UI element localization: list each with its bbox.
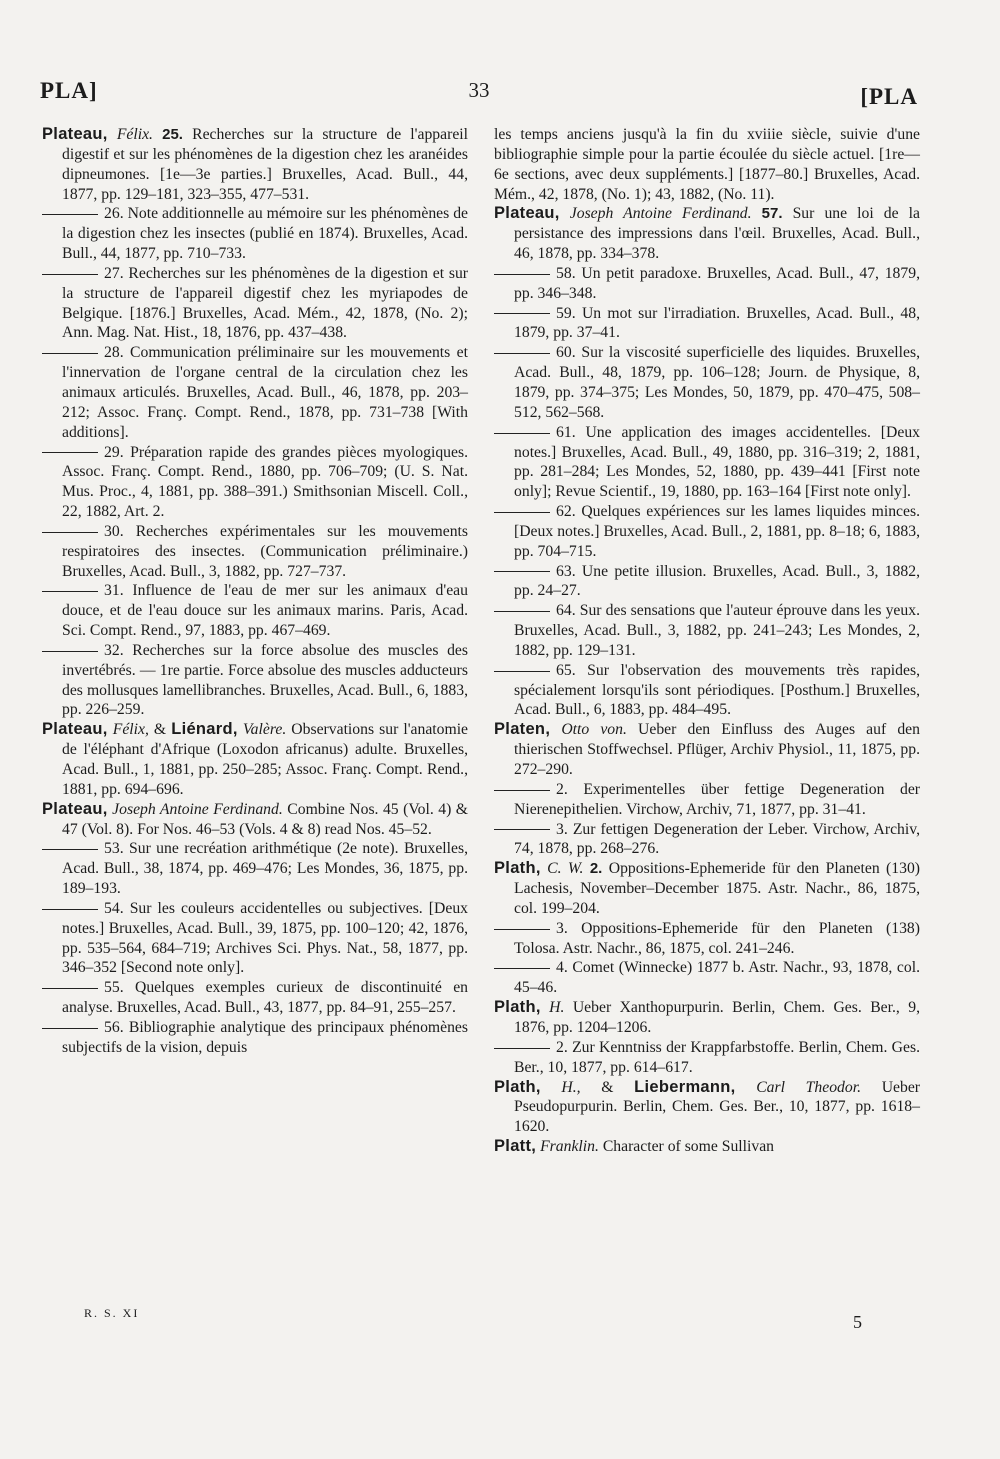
entry-text: Une application des images accidentelles. [Deux notes.] Bruxelles, Acad. Bull., 49, 1880, pp. 316–319; 2, 1881, pp. 281–284; Les Mondes, 52, 1880, pp. 439–441 [First note only]; Revue Scientif., 19, 1880, pp. 163–164 [First note only]. — [514, 423, 921, 501]
entry-text: Recherches expérimentales sur les mouvements respiratoires des insectes. (Communication préliminaire.) Bruxelles, Acad. Bull., 3, 1882, pp. 727–737. — [62, 522, 469, 580]
entry-text: Bibliographie analytique des principaux phénomènes subjectifs de la vision, depuis — [62, 1018, 468, 1056]
ditto-dash — [494, 611, 550, 612]
entry-number: 56. — [104, 1018, 124, 1036]
bibliography-entry — [494, 1078, 920, 1138]
bibliography-sub-entry — [42, 641, 468, 720]
entry-text: Communication préliminaire sur les mouvements et l'innervation de l'organe central de la circulation chez les animaux articulés. Bruxelles, Acad. Bull., 46, 1878, pp. 203–212; Assoc. Franç. Compt. Rend., 1878, pp. 731–738 [With additions]. — [62, 344, 469, 441]
ditto-dash — [42, 651, 98, 652]
bibliography-sub-entry — [494, 1038, 920, 1078]
author-joiner: & — [580, 1078, 635, 1096]
author-given-name: Félix, — [112, 721, 149, 739]
entry-text: Recherches sur les phénomènes de la digestion et sur la structure de l'appareil digestif chez les myriapodes de Belgique. [1876.] Bruxelles, Acad. Mém., 42, 1878, (No. 2); Ann. Mag. Nat. Hist., 18, 1876, pp. 437–438. — [62, 264, 469, 342]
coauthor-surname: Liebermann, — [634, 1077, 736, 1096]
footer-page-number: 5 — [853, 1312, 862, 1332]
entry-text: Zur fettigen Degeneration der Leber. Virchow, Archiv, 74, 1878, pp. 268–276. — [514, 820, 921, 858]
author-given-name: H., — [561, 1078, 581, 1096]
bibliography-entry — [494, 859, 920, 919]
bibliography-sub-entry — [494, 304, 920, 344]
entry-text: Un mot sur l'irradiation. Bruxelles, Acad. Bull., 48, 1879, pp. 37–41. — [514, 304, 921, 342]
bibliography-entry — [42, 720, 468, 799]
entry-text: Sur une loi de la persistance des impressions dans l'œil. Bruxelles, Acad. Bull., 46, 1878, pp. 334–378. — [514, 205, 921, 263]
entry-text: Recherches sur la structure de l'appareil digestif et sur les phénomènes de la digestion chez les aranéides dipneumones. [1e—3e parties.] Bruxelles, Acad. Bull., 44, 1877, pp. 129–181, 323–355, 477–531. — [62, 126, 468, 203]
entry-number: 32. — [104, 641, 124, 659]
entry-text: Sur l'observation des mouvements très rapides, spécialement lorsqu'ils sont périodiques. [Posthum.] Bruxelles, Acad. Bull., 6, 1883, pp. 484–495. — [514, 661, 920, 719]
author-surname: Plateau, — [42, 125, 108, 143]
ditto-dash — [494, 353, 550, 354]
bibliography-sub-entry — [494, 562, 920, 602]
author-given-name: Joseph Antoine Ferdinand. — [112, 800, 283, 818]
entry-text: Quelques exemples curieux de discontinuité en analyse. Bruxelles, Acad. Bull., 43, 1877, pp. 84–91, 255–257. — [62, 979, 469, 1017]
entry-text: Experimentelles über fettige Degeneration der Nierenepithelien. Virchow, Archiv, 71, 1877, pp. 31–41. — [514, 780, 921, 818]
entry-text: Comet (Winnecke) 1877 b. Astr. Nachr., 93, 1878, col. 45–46. — [514, 959, 921, 997]
author-surname: Platen, — [494, 720, 551, 739]
entry-text: Sur des sensations que l'auteur éprouve dans les yeux. Bruxelles, Acad. Bull., 3, 1882, pp. 241–243; Les Mondes, 2, 1882, pp. 129–131. — [514, 602, 920, 659]
bibliography-sub-entry — [42, 443, 468, 522]
ditto-dash — [42, 1028, 98, 1029]
bibliography-entry — [42, 125, 468, 204]
entry-number: 61. — [556, 423, 576, 441]
bibliography-entry — [494, 204, 920, 264]
author-surname: Plath, — [494, 1077, 541, 1096]
running-head-left: PLA] — [40, 78, 98, 103]
ditto-dash — [494, 433, 550, 434]
ditto-dash — [494, 313, 550, 314]
bibliography-sub-entry — [494, 502, 920, 562]
ditto-dash — [494, 274, 550, 275]
author-given-name: H. — [549, 999, 565, 1017]
ditto-dash — [494, 571, 550, 572]
ditto-dash — [494, 829, 550, 830]
entry-text: Observations sur l'anatomie de l'éléphant d'Afrique (Loxodon africanus) adulte. Bruxelles, Acad. Bull., 1, 1881, pp. 250–285; Assoc. Franç. Compt. Rend., 1881, pp. 694–696. — [62, 721, 469, 798]
bibliography-sub-entry — [494, 919, 920, 959]
entry-text: les temps anciens jusqu'à la fin du xviiie siècle, suivie d'une bibliographie simple pour la partie écoulée du siècle actuel. [1re—6e sections, avec deux suppléments.] [1877–80.] Bruxelles, Acad. Mém., 42, 1878, (No. 1); 43, 1882, (No. 11). — [494, 126, 920, 203]
entry-text: Sur la viscosité superficielle des liquides. Bruxelles, Acad. Bull., 48, 1879, pp. 106–128; Journ. de Physique, 8, 1879, pp. 374–375; Les Mondes, 50, 1879, pp. 470–475, 508–512, 562–568. — [514, 344, 921, 421]
page-number: 33 — [468, 78, 490, 102]
author-given-name: Félix. — [116, 126, 153, 143]
entry-number: 53. — [104, 840, 124, 858]
left-column — [42, 125, 468, 1058]
entry-text: Oppositions-Ephemeride für den Planeten (130) Lachesis, November–December 1875. Astr. Nachr., 86, 1875, col. 199–204. — [514, 860, 921, 917]
entry-number: 2. — [556, 780, 568, 798]
author-joiner: & — [148, 721, 172, 739]
ditto-dash — [494, 968, 550, 969]
bibliography-entry — [42, 800, 468, 840]
entry-text: Une petite illusion. Bruxelles, Acad. Bull., 3, 1882, pp. 24–27. — [514, 562, 921, 600]
bibliography-sub-entry — [494, 601, 920, 661]
bibliography-sub-entry — [42, 899, 468, 978]
author-given-name: C. W. — [547, 860, 584, 878]
author-given-name: Joseph Antoine Ferdinand. — [569, 205, 752, 223]
bibliography-sub-entry — [494, 423, 920, 502]
entry-number: 55. — [104, 979, 124, 997]
author-surname: Plateau, — [494, 204, 560, 223]
entry-text: Un petit paradoxe. Bruxelles, Acad. Bull., 47, 1879, pp. 346–348. — [514, 264, 921, 302]
bibliography-entry — [494, 720, 920, 780]
entry-number: 30. — [104, 522, 124, 540]
entry-continuation — [494, 125, 920, 204]
entry-number: 31. — [104, 582, 124, 600]
ditto-dash — [42, 849, 98, 850]
ditto-dash — [494, 1048, 550, 1049]
entry-number: 4. — [556, 959, 568, 977]
entry-number: 3. — [556, 820, 568, 838]
ditto-dash — [494, 929, 550, 930]
signature-mark: R. S. XI — [84, 1306, 140, 1320]
entry-number: 60. — [556, 344, 576, 362]
entry-number: 58. — [556, 264, 576, 282]
author-surname: Plateau, — [42, 720, 108, 739]
entry-text: Sur une recréation arithmétique (2e note). Bruxelles, Acad. Bull., 38, 1874, pp. 469–476; Les Mondes, 36, 1875, pp. 189–193. — [62, 840, 468, 898]
coauthor-surname: Liénard, — [171, 720, 238, 739]
coauthor-given-name: Carl Theodor. — [756, 1078, 862, 1096]
ditto-dash — [42, 452, 98, 453]
ditto-dash — [42, 591, 98, 592]
bibliography-sub-entry — [42, 343, 468, 442]
author-given-name: Otto von. — [561, 721, 627, 739]
entry-text: Oppositions-Ephemeride für den Planeten (138) Tolosa. Astr. Nachr., 86, 1875, col. 241–246. — [514, 919, 920, 957]
entry-text: Combine Nos. 45 (Vol. 4) & 47 (Vol. 8). For Nos. 46–53 (Vols. 4 & 8) read Nos. 45–52. — [62, 800, 468, 838]
entry-number: 54. — [104, 899, 124, 917]
bibliography-sub-entry — [42, 522, 468, 582]
author-surname: Plateau, — [42, 799, 108, 818]
entry-number: 28. — [104, 344, 124, 362]
author-surname: Platt, — [494, 1137, 537, 1156]
entry-number: 2. — [589, 860, 603, 878]
entry-number: 64. — [556, 602, 576, 620]
entry-number: 25. — [162, 126, 183, 143]
ditto-dash — [42, 988, 98, 989]
entry-number: 29. — [104, 443, 124, 461]
author-surname: Plath, — [494, 998, 541, 1017]
entry-text: Sur les couleurs accidentelles ou subjectives. [Deux notes.] Bruxelles, Acad. Bull., 39, 1875, pp. 100–120; 42, 1876, pp. 535–564, 684–719; Archives Sci. Phys. Nat., 58, 1877, pp. 346–352 [Second note only]. — [62, 899, 469, 977]
entry-text: Note additionnelle au mémoire sur les phénomènes de la digestion chez les insectes (publié en 1874). Bruxelles, Acad. Bull., 44, 1877, pp. 710–733. — [62, 205, 468, 263]
bibliography-sub-entry — [494, 661, 920, 721]
bibliography-sub-entry — [494, 820, 920, 860]
entry-text: Ueber den Einfluss des Auges auf den thierischen Stoffwechsel. Pflüger, Archiv Physiol., 11, 1875, pp. 272–290. — [514, 721, 920, 778]
bibliography-sub-entry — [42, 581, 468, 641]
entry-text: Ueber Pseudopurpurin. Berlin, Chem. Ges. Ber., 10, 1877, pp. 1618–1620. — [514, 1078, 921, 1136]
ditto-dash — [42, 214, 98, 215]
ditto-dash — [42, 909, 98, 910]
coauthor-given-name: Valère. — [242, 721, 287, 739]
bibliography-sub-entry — [42, 839, 468, 899]
bibliography-sub-entry — [42, 1018, 468, 1058]
bibliography-sub-entry — [42, 264, 468, 343]
right-column — [494, 125, 920, 1157]
running-head — [40, 74, 918, 114]
bibliography-sub-entry — [42, 978, 468, 1018]
entry-number: 3. — [556, 919, 568, 937]
entry-text: Zur Kenntniss der Krappfarbstoffe. Berlin, Chem. Ges. Ber., 10, 1877, pp. 614–617. — [514, 1038, 921, 1076]
entry-text: Quelques expériences sur les lames liquides minces. [Deux notes.] Bruxelles, Acad. Bull., 2, 1881, pp. 8–18; 6, 1883, pp. 704–715. — [514, 503, 920, 560]
entry-number: 62. — [556, 503, 576, 521]
entry-number: 65. — [556, 661, 576, 679]
entry-number: 59. — [556, 304, 576, 322]
entry-number: 27. — [104, 264, 124, 282]
bibliography-entry — [494, 998, 920, 1038]
bibliography-sub-entry — [494, 958, 920, 998]
bibliography-entry — [494, 1137, 920, 1157]
entry-number: 2. — [556, 1038, 568, 1056]
entry-number: 57. — [761, 205, 783, 223]
ditto-dash — [494, 790, 550, 791]
author-given-name: Franklin. — [540, 1138, 599, 1156]
entry-number: 26. — [104, 205, 124, 223]
ditto-dash — [42, 353, 98, 354]
bibliography-sub-entry — [494, 343, 920, 422]
bibliography-sub-entry — [42, 204, 468, 264]
bibliography-sub-entry — [494, 780, 920, 820]
entry-text: Recherches sur la force absolue des muscles des invertébrés. — 1re partie. Force absolue des muscles adducteurs des mollusques lamellibranches. Bruxelles, Acad. Bull., 6, 1883, pp. 226–259. — [62, 641, 468, 719]
ditto-dash — [494, 512, 550, 513]
entry-text: Préparation rapide des grandes pièces myologiques. Assoc. Franç. Compt. Rend., 1880, pp. 706–709; (U. S. Nat. Mus. Proc., 4, 1881, pp. 388–391.) Smithsonian Miscell. Coll., 22, 1882, Art. 2. — [62, 443, 469, 521]
ditto-dash — [494, 671, 550, 672]
entry-text: Influence de l'eau de mer sur les animaux d'eau douce, et de l'eau douce sur les animaux marins. Paris, Acad. Sci. Compt. Rend., 97, 1883, pp. 467–469. — [62, 582, 468, 640]
running-head-right: [PLA — [860, 84, 918, 109]
entry-text: Ueber Xanthopurpurin. Berlin, Chem. Ges. Ber., 9, 1876, pp. 1204–1206. — [514, 999, 921, 1036]
entry-number: 63. — [556, 562, 576, 580]
bibliography-sub-entry — [494, 264, 920, 304]
entry-text: Character of some Sullivan — [602, 1138, 775, 1156]
ditto-dash — [42, 532, 98, 533]
ditto-dash — [42, 274, 98, 275]
author-surname: Plath, — [494, 859, 541, 878]
